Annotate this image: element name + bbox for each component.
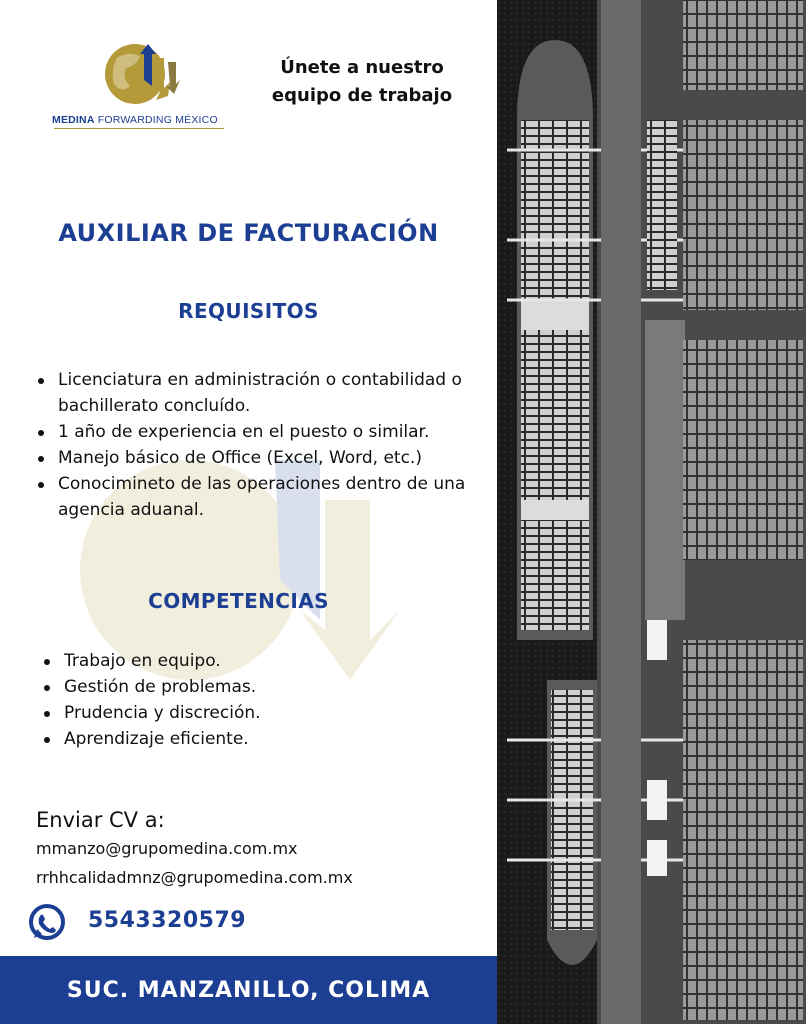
port-aerial-photo [497,0,806,1024]
list-item: 1 año de experiencia en el puesto o similar. [36,419,491,445]
requirements-list [36,367,491,523]
footer-banner [0,956,497,1024]
phone-number[interactable]: 5543320579 [88,908,247,933]
email-link-1[interactable]: mmanzo@grupomedina.com.mx [36,839,298,858]
tagline: Únete a nuestro equipo de trabajo [271,57,453,106]
job-title: AUXILIAR DE FACTURACIÓN [58,219,439,247]
email-link-2[interactable]: rrhhcalidadmnz@grupomedina.com.mx [36,868,353,887]
list-item: Manejo básico de Office (Excel, Word, etc.) [36,445,491,471]
send-cv-label: Enviar CV a: [36,808,165,832]
competencies-list [42,648,462,752]
list-item: Aprendizaje eficiente. [42,726,462,752]
brand-underline [54,128,224,129]
list-item: Gestión de problemas. [42,674,462,700]
list-item: Trabajo en equipo. [42,648,462,674]
list-item: Conocimineto de las operaciones dentro de una agencia aduanal. [36,471,491,523]
footer-text: SUC. MANZANILLO, COLIMA [66,977,431,1003]
brand-name: MEDINA FORWARDING MÉXICO [52,114,218,126]
requirements-title: REQUISITOS [178,299,319,323]
competencies-title: COMPETENCIAS [148,589,329,613]
list-item: Licenciatura en administración o contabilidad o bachillerato concluído. [36,367,491,419]
whatsapp-icon [26,902,68,944]
list-item: Prudencia y discreción. [42,700,462,726]
